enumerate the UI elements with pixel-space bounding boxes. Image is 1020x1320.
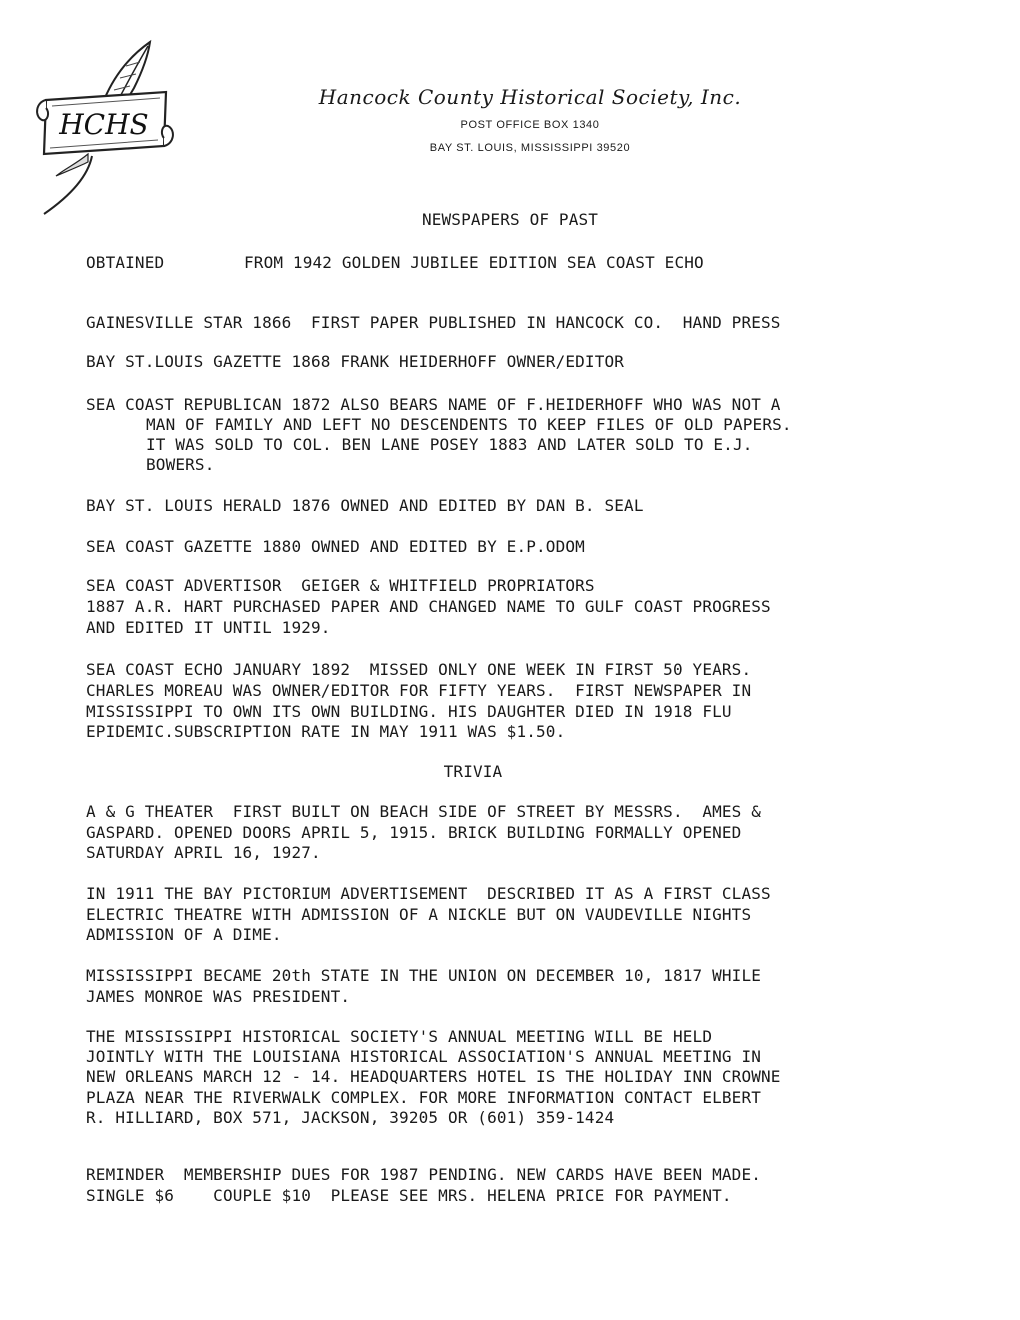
paragraph-line: 1887 A.R. HART PURCHASED PAPER AND CHANGED NAME TO GULF COAST PROGRESS	[86, 597, 771, 616]
paragraph-line: BOWERS.	[146, 455, 215, 474]
paragraph-line: MAN OF FAMILY AND LEFT NO DESCENDENTS TO KEEP FILES OF OLD PAPERS.	[146, 415, 792, 434]
trivia-line: ELECTRIC THEATRE WITH ADMISSION OF A NICKLE BUT ON VAUDEVILLE NIGHTS	[86, 905, 752, 924]
address-line-2: BAY ST. LOUIS, MISSISSIPPI 39520	[429, 142, 631, 154]
paragraph-line: SEA COAST REPUBLICAN 1872 ALSO BEARS NAME OF F.HEIDERHOFF WHO WAS NOT A	[86, 395, 781, 414]
paragraph-line: EPIDEMIC.SUBSCRIPTION RATE IN MAY 1911 WAS $1.50.	[86, 722, 566, 741]
paragraph-line: CHARLES MOREAU WAS OWNER/EDITOR FOR FIFTY YEARS. FIRST NEWSPAPER IN	[86, 681, 752, 700]
trivia-line: GASPARD. OPENED DOORS APRIL 5, 1915. BRICK BUILDING FORMALLY OPENED	[86, 823, 742, 842]
obtained-label: OBTAINED	[86, 253, 165, 272]
trivia-line: IN 1911 THE BAY PICTORIUM ADVERTISEMENT DESCRIBED IT AS A FIRST CLASS	[86, 884, 771, 903]
trivia-line: JOINTLY WITH THE LOUISIANA HISTORICAL ASSOCIATION'S ANNUAL MEETING IN	[86, 1047, 762, 1066]
trivia-line: SATURDAY APRIL 16, 1927.	[86, 843, 321, 862]
obtained-text: FROM 1942 GOLDEN JUBILEE EDITION SEA COAST ECHO	[244, 253, 704, 272]
paragraph-line: BAY ST.LOUIS GAZETTE 1868 FRANK HEIDERHOFF OWNER/EDITOR	[86, 352, 625, 371]
trivia-line: MISSISSIPPI BECAME 20th STATE IN THE UNION ON DECEMBER 10, 1817 WHILE	[86, 966, 762, 985]
paragraph-line: SEA COAST ECHO JANUARY 1892 MISSED ONLY ONE WEEK IN FIRST 50 YEARS.	[86, 660, 752, 679]
paragraph-line: IT WAS SOLD TO COL. BEN LANE POSEY 1883 AND LATER SOLD TO E.J.	[146, 435, 753, 454]
trivia-line: THE MISSISSIPPI HISTORICAL SOCIETY'S ANNUAL MEETING WILL BE HELD	[86, 1027, 713, 1046]
paragraph-line: GAINESVILLE STAR 1866 FIRST PAPER PUBLISHED IN HANCOCK CO. HAND PRESS	[86, 313, 781, 332]
trivia-line: PLAZA NEAR THE RIVERWALK COMPLEX. FOR MORE INFORMATION CONTACT ELBERT	[86, 1088, 762, 1107]
trivia-line: ADMISSION OF A DIME.	[86, 925, 282, 944]
reminder-line: REMINDER MEMBERSHIP DUES FOR 1987 PENDING. NEW CARDS HAVE BEEN MADE.	[86, 1165, 762, 1184]
trivia-line: R. HILLIARD, BOX 571, JACKSON, 39205 OR (601) 359-1424	[86, 1108, 615, 1127]
trivia-line: NEW ORLEANS MARCH 12 - 14. HEADQUARTERS HOTEL IS THE HOLIDAY INN CROWNE	[86, 1067, 781, 1086]
reminder-line: SINGLE $6 COUPLE $10 PLEASE SEE MRS. HELENA PRICE FOR PAYMENT.	[86, 1186, 732, 1205]
trivia-heading: TRIVIA	[443, 762, 503, 781]
paragraph-line: SEA COAST ADVERTISOR GEIGER & WHITFIELD PROPRIATORS	[86, 576, 595, 595]
paragraph-line: AND EDITED IT UNTIL 1929.	[86, 618, 331, 637]
quill-scroll-logo	[30, 36, 180, 216]
address-line-1: POST OFFICE BOX 1340	[460, 119, 600, 131]
logo-monogram-text: HCHS	[59, 108, 149, 141]
trivia-line: JAMES MONROE WAS PRESIDENT.	[86, 987, 351, 1006]
paragraph-line: BAY ST. LOUIS HERALD 1876 OWNED AND EDITED BY DAN B. SEAL	[86, 496, 644, 515]
trivia-line: A & G THEATER FIRST BUILT ON BEACH SIDE OF STREET BY MESSRS. AMES &	[86, 802, 762, 821]
society-name: Hancock County Historical Society, Inc.	[318, 85, 742, 109]
paragraph-line: MISSISSIPPI TO OWN ITS OWN BUILDING. HIS DAUGHTER DIED IN 1918 FLU	[86, 702, 732, 721]
paragraph-line: SEA COAST GAZETTE 1880 OWNED AND EDITED BY E.P.ODOM	[86, 537, 585, 556]
letterhead	[300, 84, 760, 155]
document-title: NEWSPAPERS OF PAST	[421, 210, 599, 229]
